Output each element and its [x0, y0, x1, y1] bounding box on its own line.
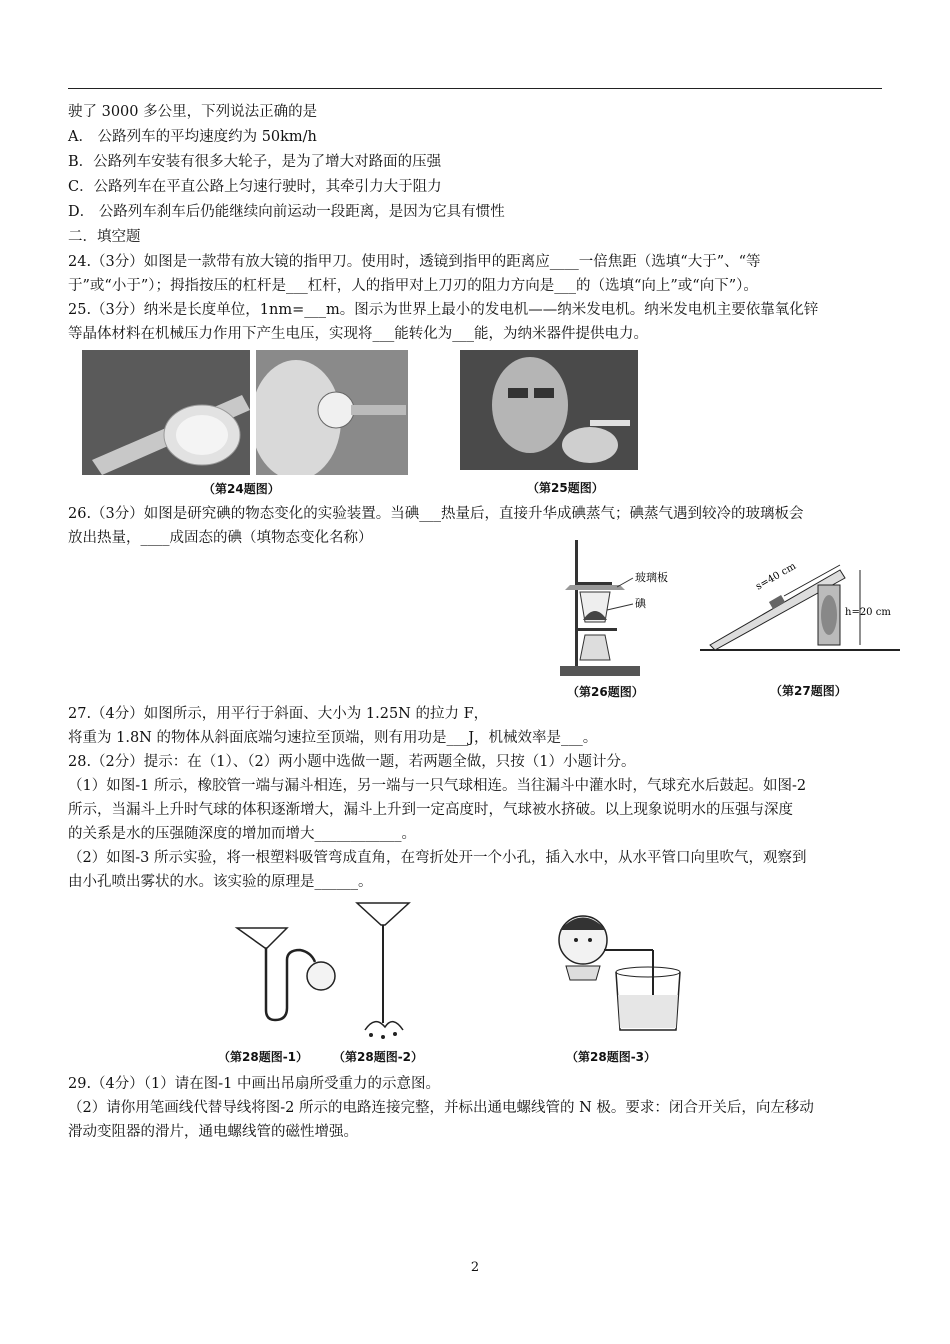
q23-option-c: C．公路列车在平直公路上匀速行驶时，其牵引力大于阻力: [68, 179, 442, 195]
q23-option-d: D． 公路列车刹车后仍能继续向前运动一段距离，是因为它具有惯性: [68, 204, 505, 220]
q26-line-1: 26.（3分）如图是研究碘的物态变化的实验装置。当碘___热量后，直接升华成碘蒸气；碘蒸气遇到较冷的玻璃板会: [68, 506, 804, 522]
fig24-photo-left: [82, 350, 250, 475]
fig27-caption: （第27题图）: [770, 684, 847, 698]
q25-line-2: 等晶体材料在机械压力作用下产生电压，实现将___能转化为___能，为纳米器件提供电力。: [68, 326, 648, 342]
q28-line-3: 所示，当漏斗上升时气球的体积逐渐增大，漏斗上升到一定高度时，气球被水挤破。以上现象说明水的压强与深度: [68, 802, 793, 818]
fig25-photo: [460, 350, 638, 470]
fig28-1-funnel-balloon: [225, 900, 355, 1040]
fig27-label-s: s=40 cm: [754, 560, 799, 593]
fig26-iodine-apparatus: [555, 540, 685, 680]
fig28-2-raised-funnel: [345, 895, 425, 1045]
fig27-incline: [700, 550, 900, 660]
fig28-2-caption: （第28题图-2）: [333, 1050, 424, 1064]
q29-line-2: （2）请你用笔画线代替导线将图-2 所示的电路连接完整，并标出通电螺线管的 N 极。要求：闭合开关后，向左移动: [68, 1100, 814, 1116]
fig26-caption: （第26题图）: [567, 685, 644, 699]
q28-line-6: 由小孔喷出雾状的水。该实验的原理是______。: [68, 874, 373, 890]
q28-line-5: （2）如图-3 所示实验，将一根塑料吸管弯成直角，在弯折处开一个小孔，插入水中，从水平管口向里吹气，观察到: [68, 850, 807, 866]
q28-line-2: （1）如图-1 所示，橡胶管一端与漏斗相连，另一端与一只气球相连。当往漏斗中灌水时，气球充水后鼓起。如图-2: [68, 778, 807, 794]
q27-line-2: 将重为 1.8N 的物体从斜面底端匀速拉至顶端，则有用功是___J，机械效率是___。: [68, 730, 598, 746]
q27-line-1: 27.（4分）如图所示，用平行于斜面、大小为 1.25N 的拉力 F，: [68, 706, 489, 722]
fig25-caption: （第25题图）: [527, 481, 604, 495]
q24-line-2: 于”或“小于”）；拇指按压的杠杆是___杠杆，人的指甲对上刀刃的阻力方向是___的（选填“向上”或“向下”）。: [68, 278, 758, 294]
magnifier-use-illustration: [256, 350, 408, 475]
fig24-caption: （第24题图）: [203, 482, 280, 496]
fig28-1-caption: （第28题图-1）: [218, 1050, 309, 1064]
q25-line-1: 25.（3分）纳米是长度单位，1nm=___m。图示为世界上最小的发电机——纳米发电机。纳米发电机主要依靠氧化锌: [68, 302, 819, 318]
q26-line-2: 放出热量，____成固态的碘（填物态变化名称）: [68, 530, 373, 546]
q28-line-4: 的关系是水的压强随深度的增加而增大____________。: [68, 826, 416, 842]
q23-continuation: 驶了 3000 多公里，下列说法正确的是: [68, 104, 318, 120]
fig26-label-glass: 玻璃板: [635, 571, 668, 584]
q29-line-1: 29.（4分）（1）请在图-1 中画出吊扇所受重力的示意图。: [68, 1076, 440, 1092]
q23-option-a: A． 公路列车的平均速度约为 50km/h: [68, 129, 317, 145]
q24-line-1: 24.（3分）如图是一款带有放大镜的指甲刀。使用时，透镜到指甲的距离应____一倍焦距（选填“大于”、“等: [68, 254, 761, 270]
q29-line-3: 滑动变阻器的滑片，通电螺线管的磁性增强。: [68, 1124, 358, 1140]
nail-clipper-illustration: [82, 350, 250, 475]
fig24-photo-right: [256, 350, 408, 475]
scientist-nanogenerator-illustration: [460, 350, 638, 470]
section-heading-fill-in: 二．填空题: [68, 229, 141, 245]
fig28-3-caption: （第28题图-3）: [566, 1050, 657, 1064]
q28-line-1: 28.（2分）提示：在（1）、（2）两小题中选做一题，若两题全做，只按（1）小题计分。: [68, 754, 636, 770]
fig28-3-boy-blowing-straw: [548, 900, 688, 1040]
q23-option-b: B．公路列车安装有很多大轮子，是为了增大对路面的压强: [68, 154, 442, 170]
page-number: 2: [470, 1260, 480, 1275]
header-rule: [68, 88, 882, 89]
fig26-label-iodine: 碘: [635, 597, 646, 610]
fig27-label-h: h=20 cm: [845, 607, 891, 618]
